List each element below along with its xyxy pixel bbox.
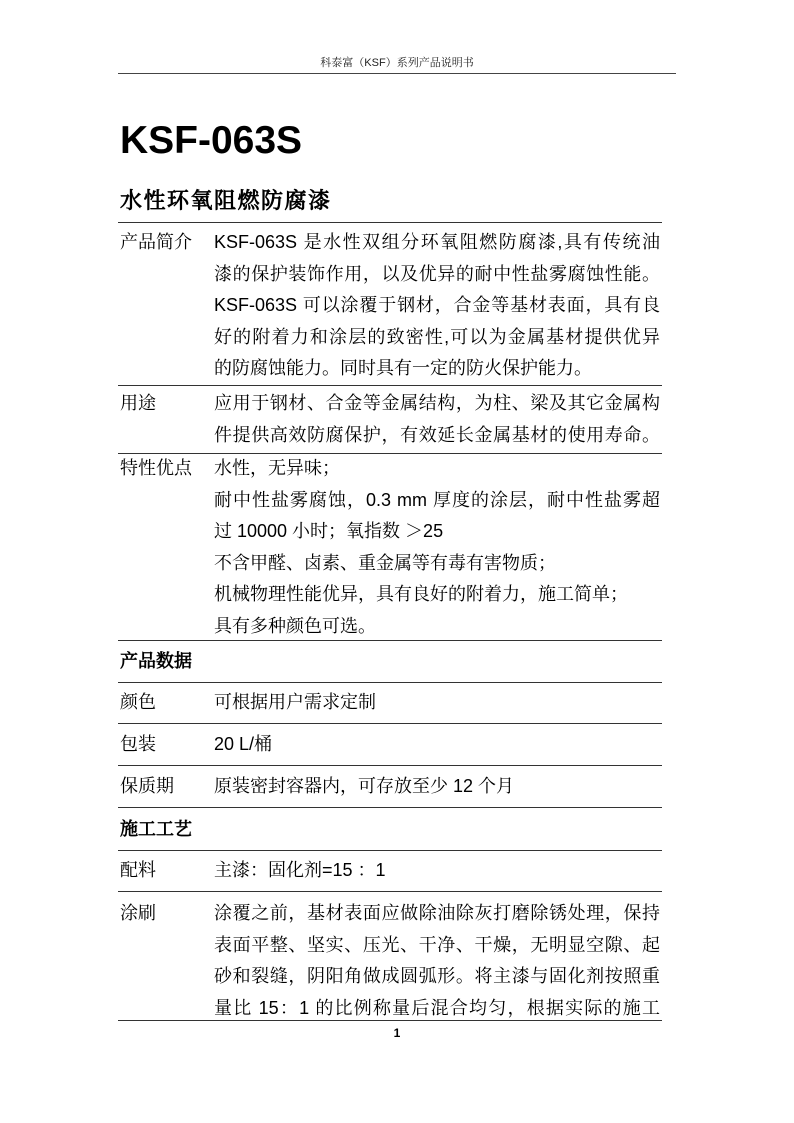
brushing-line: 表面平整、坚实、压光、干净、干燥，无明显空隙、起 xyxy=(214,934,660,955)
mixing-value-text: 主漆：固化剂=15 ：1 xyxy=(214,860,386,880)
process-heading-row xyxy=(118,807,662,850)
color-value-text: 可根据用户需求定制 xyxy=(214,692,376,712)
usage-line: 应用于钢材、合金等金属结构，为柱、梁及其它金属构 xyxy=(214,393,660,413)
shelf-life-value-text: 原装密封容器内，可存放至少 12 个月 xyxy=(214,776,515,796)
intro-line: 好的附着力和涂层的致密性,可以为金属基材提供优异 xyxy=(214,326,660,347)
brushing-line: 砂和裂缝，阴阳角做成圆弧形。将主漆与固化剂按照重 xyxy=(214,966,660,986)
product-name-subtitle: 水性环氧阻燃防腐漆 xyxy=(120,188,332,213)
features-label: 特性优点 xyxy=(120,458,192,478)
shelf-life-value xyxy=(214,771,660,803)
usage-content xyxy=(214,388,660,451)
usage-line: 件提供高效防腐保护，有效延长金属基材的使用寿命。 xyxy=(214,424,660,445)
features-row xyxy=(118,453,662,640)
brushing-line: 量比 15：1 的比例称量后混合均匀，根据实际的施工 xyxy=(214,997,660,1018)
intro-line: 漆的保护装饰作用，以及优异的耐中性盐雾腐蚀性能。 xyxy=(214,263,660,284)
packaging-value-text: 20 L/桶 xyxy=(214,734,273,754)
process-heading: 施工工艺 xyxy=(120,819,192,839)
intro-line: 的防腐蚀能力。同时具有一定的防火保护能力。 xyxy=(214,358,592,378)
features-content xyxy=(214,453,660,642)
page-number: 1 xyxy=(393,1026,401,1040)
product-data-heading-row xyxy=(118,640,662,682)
intro-row xyxy=(118,222,662,385)
product-code-title: KSF-063S xyxy=(120,119,303,162)
shelf-life-label: 保质期 xyxy=(120,776,174,796)
usage-label: 用途 xyxy=(120,393,156,413)
color-label: 颜色 xyxy=(120,692,156,712)
feature-line: 具有多种颜色可选。 xyxy=(214,615,376,636)
mixing-row xyxy=(118,850,662,891)
feature-line: 过 10000 小时；氧指数 ＞25 xyxy=(214,521,444,541)
feature-line: 耐中性盐雾腐蚀，0.3 mm 厚度的涂层，耐中性盐雾超 xyxy=(214,489,660,510)
feature-line: 水性，无异味； xyxy=(214,458,340,478)
product-data-heading: 产品数据 xyxy=(120,651,192,671)
brushing-line: 涂覆之前，基材表面应做除油除灰打磨除锈处理，保持 xyxy=(214,903,660,923)
brushing-row xyxy=(118,891,662,1021)
header-rule xyxy=(118,73,676,74)
packaging-label: 包装 xyxy=(120,734,156,754)
feature-line: 机械物理性能优异，具有良好的附着力，施工简单； xyxy=(214,584,628,604)
color-value xyxy=(214,687,660,719)
feature-line: 不含甲醛、卤素、重金属等有毒有害物质； xyxy=(214,552,556,573)
brushing-content xyxy=(214,898,660,1024)
intro-line: KSF-063S 是水性双组分环氧阻燃防腐漆,具有传统油 xyxy=(214,232,660,252)
intro-content xyxy=(214,227,660,385)
intro-line: KSF-063S 可以涂覆于钢材，合金等基材表面，具有良 xyxy=(214,295,660,315)
mixing-value xyxy=(214,855,660,887)
usage-row xyxy=(118,385,662,453)
shelf-life-row xyxy=(118,765,662,807)
intro-label: 产品简介 xyxy=(120,232,192,252)
brushing-label: 涂刷 xyxy=(120,903,156,923)
packaging-row xyxy=(118,723,662,765)
mixing-label: 配料 xyxy=(120,860,156,880)
color-row xyxy=(118,682,662,723)
packaging-value xyxy=(214,729,660,761)
running-header: 科泰富（KSF）系列产品说明书 xyxy=(320,57,474,69)
